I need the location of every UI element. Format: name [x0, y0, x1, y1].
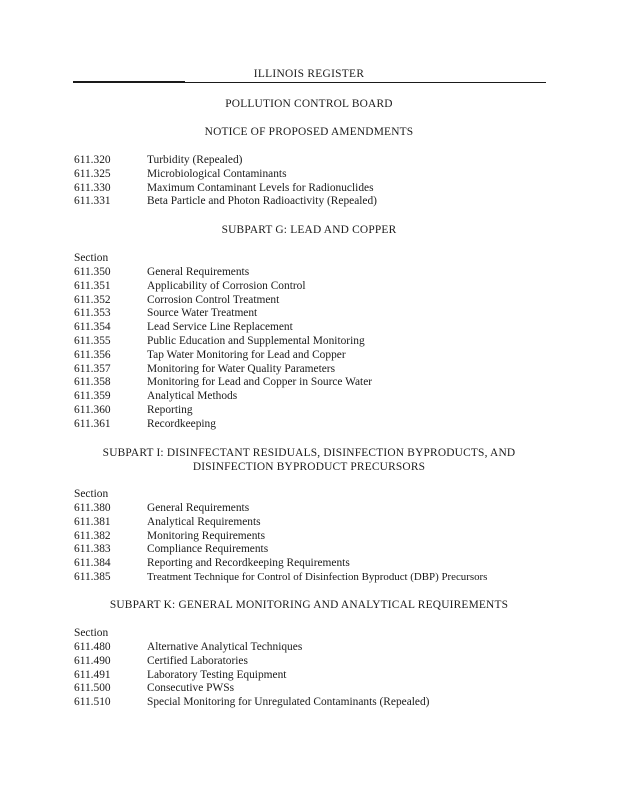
section-number: 611.320	[74, 154, 111, 166]
list-item	[74, 376, 594, 390]
section-number: 611.351	[74, 279, 111, 292]
header-rule	[185, 82, 546, 83]
list-item	[74, 418, 594, 432]
section-number: 611.385	[74, 570, 111, 583]
section-title: Laboratory Testing Equipment	[147, 668, 287, 681]
section-title: General Requirements	[147, 266, 250, 278]
list-item	[74, 321, 594, 335]
header-rule-thick	[73, 81, 185, 83]
list-item	[74, 168, 594, 182]
list-item	[74, 154, 594, 168]
section-number: 611.380	[74, 502, 111, 514]
section-list-top	[74, 154, 594, 209]
section-number: 611.384	[74, 557, 111, 570]
section-number: 611.480	[74, 641, 111, 653]
list-item	[74, 404, 594, 418]
section-title: General Requirements	[147, 502, 250, 514]
section-number: 611.360	[74, 403, 111, 416]
subpart-g-heading: SUBPART G: LEAD AND COPPER	[221, 224, 397, 236]
section-title: Recordkeeping	[147, 417, 216, 430]
section-title: Reporting	[147, 403, 193, 416]
list-item	[74, 557, 594, 571]
section-title: Special Monitoring for Unregulated Contaminants (Repealed)	[147, 696, 430, 709]
subpart-i-heading-line1: SUBPART I: DISINFECTANT RESIDUALS, DISINFECTION BYPRODUCTS, AND	[102, 447, 516, 459]
section-title: Source Water Treatment	[147, 307, 258, 320]
section-number: 611.490	[74, 654, 111, 667]
list-item	[74, 655, 594, 669]
list-item	[74, 641, 594, 655]
subpart-k-heading: SUBPART K: GENERAL MONITORING AND ANALYTICAL REQUIREMENTS	[109, 599, 509, 611]
section-number: 611.382	[74, 529, 111, 542]
section-number: 611.357	[74, 362, 111, 375]
list-item	[74, 349, 594, 363]
subpart-g-section-label: Section	[74, 252, 109, 264]
section-title: Maximum Contaminant Levels for Radionuclides	[147, 181, 374, 194]
list-item	[74, 571, 594, 585]
section-title: Compliance Requirements	[147, 543, 269, 556]
subpart-g-list	[74, 266, 594, 432]
list-item	[74, 530, 594, 544]
section-title: Public Education and Supplemental Monitoring	[147, 334, 365, 347]
section-number: 611.356	[74, 348, 111, 361]
section-number: 611.358	[74, 376, 111, 389]
subpart-i-heading-line2: DISINFECTION BYPRODUCT PRECURSORS	[192, 461, 426, 473]
list-item	[74, 390, 594, 404]
section-title: Analytical Methods	[147, 390, 238, 403]
list-item	[74, 195, 594, 209]
section-title: Alternative Analytical Techniques	[147, 641, 303, 653]
list-item	[74, 682, 594, 696]
list-item	[74, 266, 594, 280]
section-title: Certified Laboratories	[147, 654, 248, 667]
section-title: Tap Water Monitoring for Lead and Copper	[147, 348, 346, 361]
section-number: 611.331	[74, 195, 111, 208]
section-title: Corrosion Control Treatment	[147, 293, 280, 306]
subpart-k-section-label: Section	[74, 627, 109, 639]
section-number: 611.354	[74, 321, 111, 334]
notice-title: NOTICE OF PROPOSED AMENDMENTS	[204, 126, 414, 138]
list-item	[74, 502, 594, 516]
list-item	[74, 307, 594, 321]
section-number: 611.510	[74, 696, 111, 709]
section-title: Microbiological Contaminants	[147, 167, 287, 180]
list-item	[74, 543, 594, 557]
list-item	[74, 335, 594, 349]
section-title: Treatment Technique for Control of Disinfection Byproduct (DBP) Precursors	[147, 570, 488, 583]
list-item	[74, 182, 594, 196]
section-number: 611.383	[74, 543, 111, 556]
section-number: 611.359	[74, 390, 111, 403]
board-title: POLLUTION CONTROL BOARD	[225, 98, 393, 110]
list-item	[74, 516, 594, 530]
section-number: 611.361	[74, 417, 111, 430]
section-title: Reporting and Recordkeeping Requirements	[147, 557, 350, 570]
section-title: Monitoring for Lead and Copper in Source Water	[147, 376, 373, 389]
subpart-i-list	[74, 502, 594, 585]
subpart-i-section-label: Section	[74, 488, 109, 500]
subpart-i-heading	[0, 446, 618, 474]
section-title: Analytical Requirements	[147, 515, 261, 528]
section-number: 611.353	[74, 307, 111, 320]
section-number: 611.355	[74, 334, 111, 347]
section-number: 611.325	[74, 167, 111, 180]
section-title: Beta Particle and Photon Radioactivity (Repealed)	[147, 195, 377, 208]
list-item	[74, 294, 594, 308]
section-number: 611.330	[74, 181, 111, 194]
list-item	[74, 696, 594, 710]
section-title: Applicability of Corrosion Control	[147, 279, 306, 292]
section-number: 611.381	[74, 515, 111, 528]
section-number: 611.491	[74, 668, 111, 681]
section-number: 611.350	[74, 266, 111, 278]
register-title: ILLINOIS REGISTER	[253, 68, 365, 80]
section-title: Lead Service Line Replacement	[147, 321, 293, 334]
list-item	[74, 280, 594, 294]
list-item	[74, 669, 594, 683]
section-title: Monitoring Requirements	[147, 529, 266, 542]
subpart-k-list	[74, 641, 594, 710]
section-title: Monitoring for Water Quality Parameters	[147, 362, 336, 375]
section-number: 611.352	[74, 293, 111, 306]
section-number: 611.500	[74, 682, 111, 695]
section-title: Turbidity (Repealed)	[147, 154, 243, 166]
section-title: Consecutive PWSs	[147, 682, 235, 695]
list-item	[74, 363, 594, 377]
